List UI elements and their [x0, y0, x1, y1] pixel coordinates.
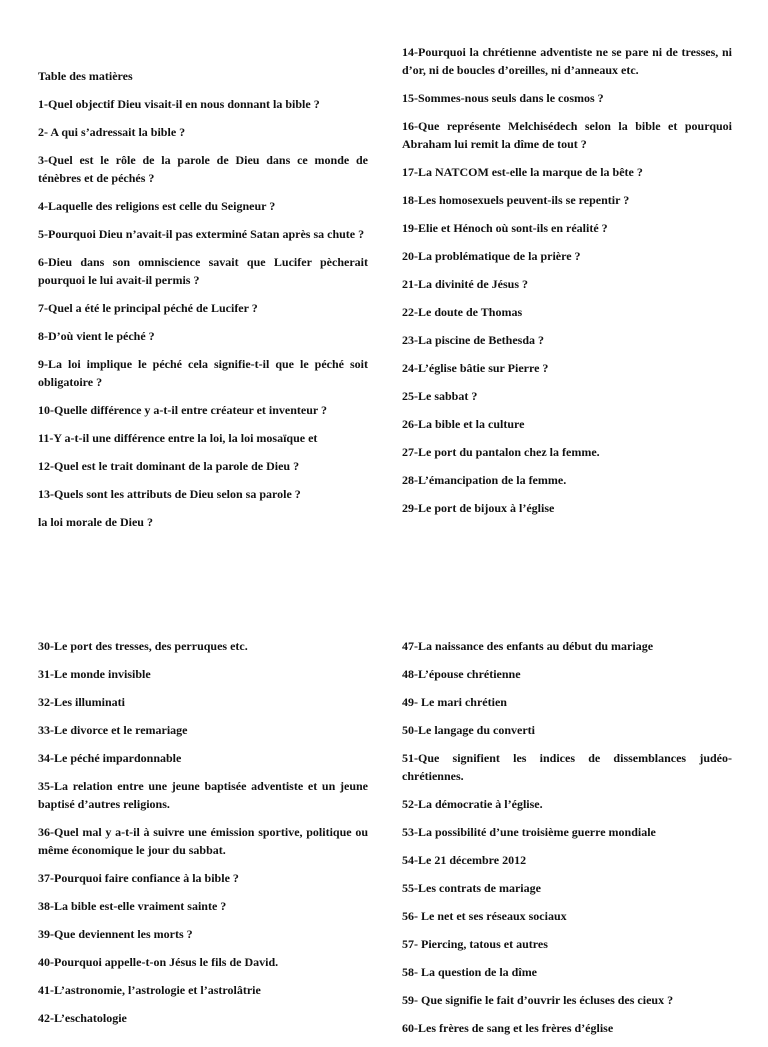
toc-entry: 29-Le port de bijoux à l’église — [402, 501, 555, 515]
toc-entry: 38-La bible est-elle vraiment sainte ? — [38, 899, 227, 913]
toc-entry: 32-Les illuminati — [38, 695, 126, 709]
toc-entry: 59- Que signifie le fait d’ouvrir les écluses des cieux ? — [402, 993, 674, 1007]
toc-entry: 35-La relation entre une jeune baptisée adventiste et un jeune baptisé d’autres religions. — [38, 779, 368, 811]
toc-entry: 12-Quel est le trait dominant de la parole de Dieu ? — [38, 459, 300, 473]
toc-entry: 25-Le sabbat ? — [402, 389, 478, 403]
toc-entry: 33-Le divorce et le remariage — [38, 723, 188, 737]
toc-entry: 28-L’émancipation de la femme. — [402, 473, 567, 487]
toc-entry: 4-Laquelle des religions est celle du Seigneur ? — [38, 199, 276, 213]
toc-column-bottom-right — [402, 637, 732, 1047]
toc-column-top-left — [38, 67, 368, 541]
toc-entry: 19-Elie et Hénoch où sont-ils en réalité ? — [402, 221, 608, 235]
toc-entry: 6-Dieu dans son omniscience savait que Lucifer pècherait pourquoi le lui avait-il permis ? — [38, 255, 368, 287]
toc-entry: 53-La possibilité d’une troisième guerre mondiale — [402, 825, 656, 839]
toc-entry: 37-Pourquoi faire confiance à la bible ? — [38, 871, 239, 885]
toc-entry: 9-La loi implique le péché cela signifie-t-il que le péché soit obligatoire ? — [38, 357, 368, 389]
toc-column-bottom-left — [38, 637, 368, 1037]
toc-entry: 55-Les contrats de mariage — [402, 881, 541, 895]
toc-entry: 7-Quel a été le principal péché de Lucifer ? — [38, 301, 258, 315]
toc-entry: la loi morale de Dieu ? — [38, 515, 153, 529]
toc-entry: 26-La bible et la culture — [402, 417, 525, 431]
toc-entry: 18-Les homosexuels peuvent-ils se repentir ? — [402, 193, 630, 207]
toc-column-top-right — [402, 43, 732, 527]
toc-entry: 8-D’où vient le péché ? — [38, 329, 155, 343]
toc-entry: 49- Le mari chrétien — [402, 695, 507, 709]
toc-entry: 22-Le doute de Thomas — [402, 305, 523, 319]
toc-entry: 56- Le net et ses réseaux sociaux — [402, 909, 567, 923]
toc-entry: 23-La piscine de Bethesda ? — [402, 333, 545, 347]
toc-entry: 57- Piercing, tatous et autres — [402, 937, 548, 951]
toc-entry: 20-La problématique de la prière ? — [402, 249, 581, 263]
toc-entry: 11-Y a-t-il une différence entre la loi, la loi mosaïque et — [38, 431, 318, 445]
toc-entry: 42-L’eschatologie — [38, 1011, 127, 1025]
toc-entry: 16-Que représente Melchisédech selon la bible et pourquoi Abraham lui remit la dîme de tout ? — [402, 119, 732, 151]
toc-entry: 48-L’épouse chrétienne — [402, 667, 521, 681]
toc-entry: 21-La divinité de Jésus ? — [402, 277, 529, 291]
toc-entry: 50-Le langage du converti — [402, 723, 535, 737]
toc-entry: 1-Quel objectif Dieu visait-il en nous donnant la bible ? — [38, 97, 320, 111]
toc-entry: 13-Quels sont les attributs de Dieu selon sa parole ? — [38, 487, 301, 501]
toc-entry: 10-Quelle différence y a-t-il entre créateur et inventeur ? — [38, 403, 328, 417]
toc-entry: 41-L’astronomie, l’astrologie et l’astrolâtrie — [38, 983, 261, 997]
toc-entry: 30-Le port des tresses, des perruques etc. — [38, 639, 248, 653]
toc-entry: 52-La démocratie à l’église. — [402, 797, 543, 811]
toc-entry: 31-Le monde invisible — [38, 667, 151, 681]
toc-entry: 54-Le 21 décembre 2012 — [402, 853, 527, 867]
toc-entry: 47-La naissance des enfants au début du mariage — [402, 639, 654, 653]
toc-entry: 2- A qui s’adressait la bible ? — [38, 125, 186, 139]
toc-entry: 15-Sommes-nous seuls dans le cosmos ? — [402, 91, 604, 105]
toc-entry: 36-Quel mal y a-t-il à suivre une émission sportive, politique ou même économique le jour du sabbat. — [38, 825, 368, 857]
toc-entry: 39-Que deviennent les morts ? — [38, 927, 193, 941]
toc-entry: 34-Le péché impardonnable — [38, 751, 182, 765]
toc-entry: 5-Pourquoi Dieu n’avait-il pas exterminé Satan après sa chute ? — [38, 227, 365, 241]
toc-entry: 24-L’église bâtie sur Pierre ? — [402, 361, 549, 375]
toc-entry: 58- La question de la dîme — [402, 965, 538, 979]
toc-entry: 27-Le port du pantalon chez la femme. — [402, 445, 600, 459]
toc-entry: 3-Quel est le rôle de la parole de Dieu dans ce monde de ténèbres et de péchés ? — [38, 153, 368, 185]
toc-entry: 17-La NATCOM est-elle la marque de la bête ? — [402, 165, 643, 179]
toc-entry: 40-Pourquoi appelle-t-on Jésus le fils de David. — [38, 955, 279, 969]
toc-entry: 51-Que signifient les indices de dissemblances judéo-chrétiennes. — [402, 751, 732, 783]
toc-entry: 14-Pourquoi la chrétienne adventiste ne se pare ni de tresses, ni d’or, ni de boucles d’oreilles, ni d’anneaux etc. — [402, 45, 732, 77]
toc-entry: 60-Les frères de sang et les frères d’église — [402, 1021, 614, 1035]
toc-title: Table des matières — [38, 69, 133, 83]
